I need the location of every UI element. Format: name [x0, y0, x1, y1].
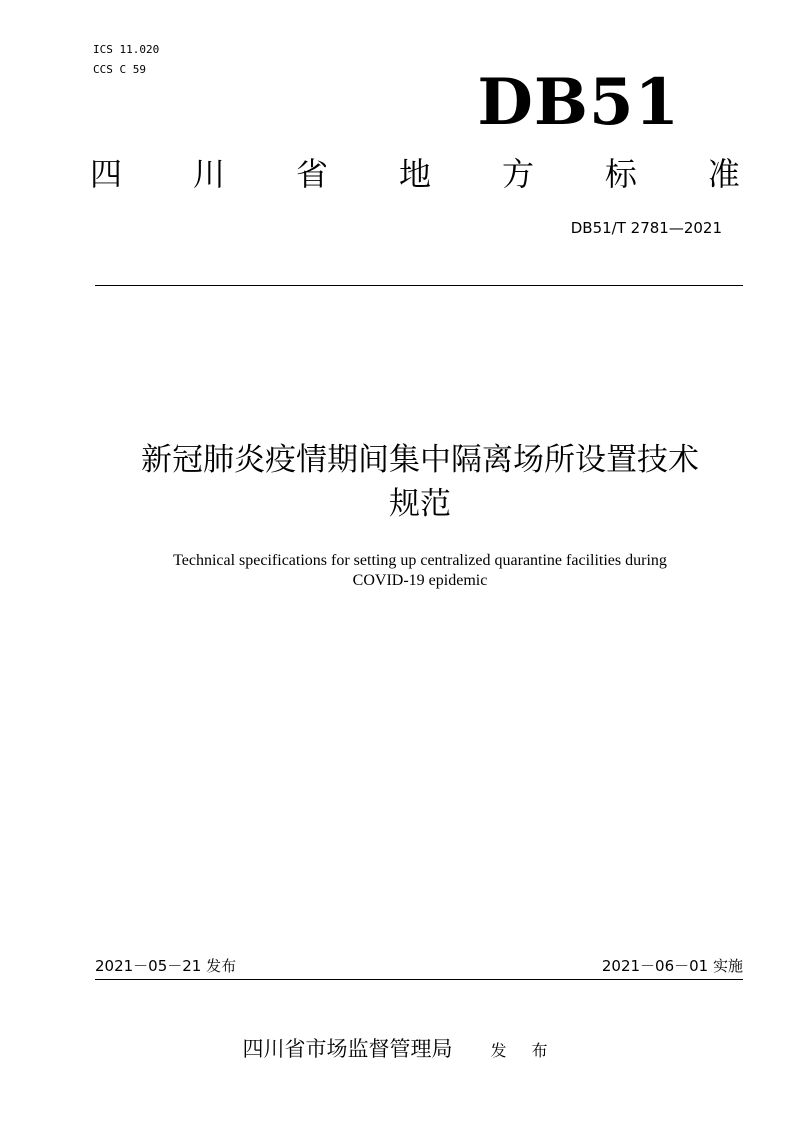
standard-type-char: 川: [192, 155, 225, 193]
issue-date: 2021－05－21 发布: [95, 957, 237, 975]
title-en-line: Technical specifications for setting up centralized quarantine facilities during: [173, 552, 667, 569]
title-zh-line: 规范: [389, 486, 451, 522]
standard-type-char: 四: [90, 155, 123, 193]
issuing-authority: [0, 1034, 800, 1066]
ics-code: ICS 11.020: [93, 43, 160, 56]
header-divider: [95, 285, 743, 286]
issuer-name: 四川省市场监督管理局: [242, 1037, 453, 1061]
ccs-code: CCS C 59: [93, 63, 146, 76]
document-title-en: [60, 551, 780, 591]
standard-type-char: 准: [707, 155, 740, 193]
title-en-line: COVID-19 epidemic: [352, 572, 488, 589]
standard-number: DB51/T 2781—2021: [570, 219, 722, 237]
implementation-date: 2021－06－01 实施: [601, 957, 743, 975]
standard-type-char: 方: [501, 155, 534, 193]
classification-codes: [93, 40, 159, 80]
standard-type-char: 地: [398, 155, 431, 193]
standard-type-char: 省: [295, 155, 328, 193]
standard-code-logo: DB51: [477, 65, 680, 140]
standard-type-char: 标: [604, 155, 637, 193]
issuer-action: 发 布: [490, 1041, 558, 1060]
title-zh-line: 新冠肺炎疫情期间集中隔离场所设置技术: [141, 442, 699, 478]
footer-divider: [95, 979, 743, 980]
document-title-zh: [60, 438, 780, 526]
standard-type-heading: [90, 152, 740, 196]
